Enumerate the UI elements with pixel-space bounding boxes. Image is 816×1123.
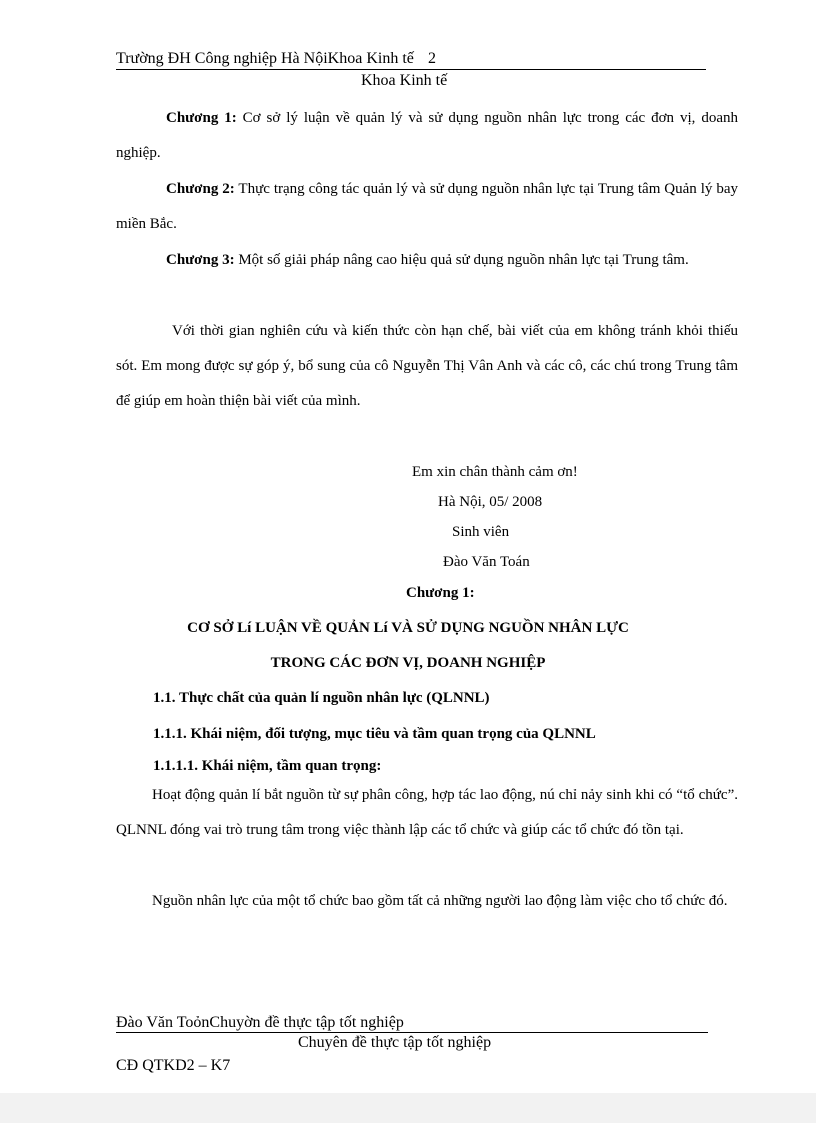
header-line-1: Trường ĐH Công nghiệp Hà NộiKhoa Kinh tế (116, 50, 414, 67)
chapter-number-heading: Chương 1: (406, 585, 475, 601)
page-number: 2 (428, 50, 436, 67)
section-1-1-heading: 1.1. Thực chất của quản lí nguồn nhân lực (QLNNL) (153, 690, 490, 706)
chapter-3-label: Chương 3: (166, 252, 235, 268)
header-line-2: Khoa Kinh tế (361, 72, 448, 89)
student-name: Đào Văn Toán (443, 554, 530, 570)
section-1-1-1-heading: 1.1.1. Khái niệm, đối tượng, mục tiêu và tầm quan trọng của QLNNL (153, 726, 596, 742)
place-date: Hà Nội, 05/ 2008 (438, 494, 543, 510)
chapter-title-line-1: CƠ SỞ Lí LUẬN VỀ QUẢN Lí VÀ SỬ DỤNG NGUỒN NHÂN LỰC (187, 620, 629, 636)
section-1-1-1-1-heading: 1.1.1.1. Khái niệm, tầm quan trọng: (153, 758, 382, 774)
chapter-1-text: Cơ sở lý luận về quản lý và sử dụng nguồn nhân lực trong các đơn vị, doanh nghiệp. (116, 110, 738, 161)
chapter-2-summary (116, 172, 738, 242)
chapter-1-label: Chương 1: (166, 110, 237, 126)
chapter-1-summary (116, 101, 738, 171)
chapter-3-summary (116, 243, 738, 278)
chapter-3-text: Một số giải pháp nâng cao hiệu quả sử dụng nguồn nhân lực tại Trung tâm. (234, 252, 689, 268)
thanks-line: Em xin chân thành cảm ơn! (412, 464, 578, 480)
footer-line-1: Đào Văn ToỏnChuyờn đề thực tập tốt nghiệp (116, 1014, 404, 1031)
page-bottom-band (0, 1093, 816, 1123)
body-paragraph-1: Hoạt động quản lí bắt nguồn từ sự phân công, hợp tác lao động, nú chỉ nảy sinh khi có “tổ chức”. QLNNL đóng vai trò trung tâm trong việc thành lập các tổ chức và giúp các tổ chức đó tồn tại. (116, 787, 738, 838)
chapter-2-label: Chương 2: (166, 181, 235, 197)
footer-rule (116, 1032, 708, 1033)
footer-line-2: Chuyên đề thực tập tốt nghiệp (298, 1034, 492, 1051)
student-role: Sinh viên (452, 524, 510, 540)
body-paragraph-2: Nguồn nhân lực của một tổ chức bao gồm tất cả những người lao động làm việc cho tổ chức đó. (152, 893, 728, 909)
footer-line-3: CĐ QTKD2 – K7 (116, 1057, 231, 1074)
closing-paragraph: Với thời gian nghiên cứu và kiến thức còn hạn chế, bài viết của em không tránh khỏi thiếu sót. Em mong được sự góp ý, bổ sung của cô Nguyễn Thị Vân Anh và các cô, các chú trong Trung tâm để giúp em hoàn thiện bài viết của mình. (116, 323, 738, 409)
chapter-title-line-2: TRONG CÁC ĐƠN VỊ, DOANH NGHIỆP (270, 655, 546, 671)
chapter-2-text: Thực trạng công tác quản lý và sử dụng nguồn nhân lực tại Trung tâm Quản lý bay miền Bắc. (116, 181, 738, 232)
header-rule (116, 69, 706, 70)
